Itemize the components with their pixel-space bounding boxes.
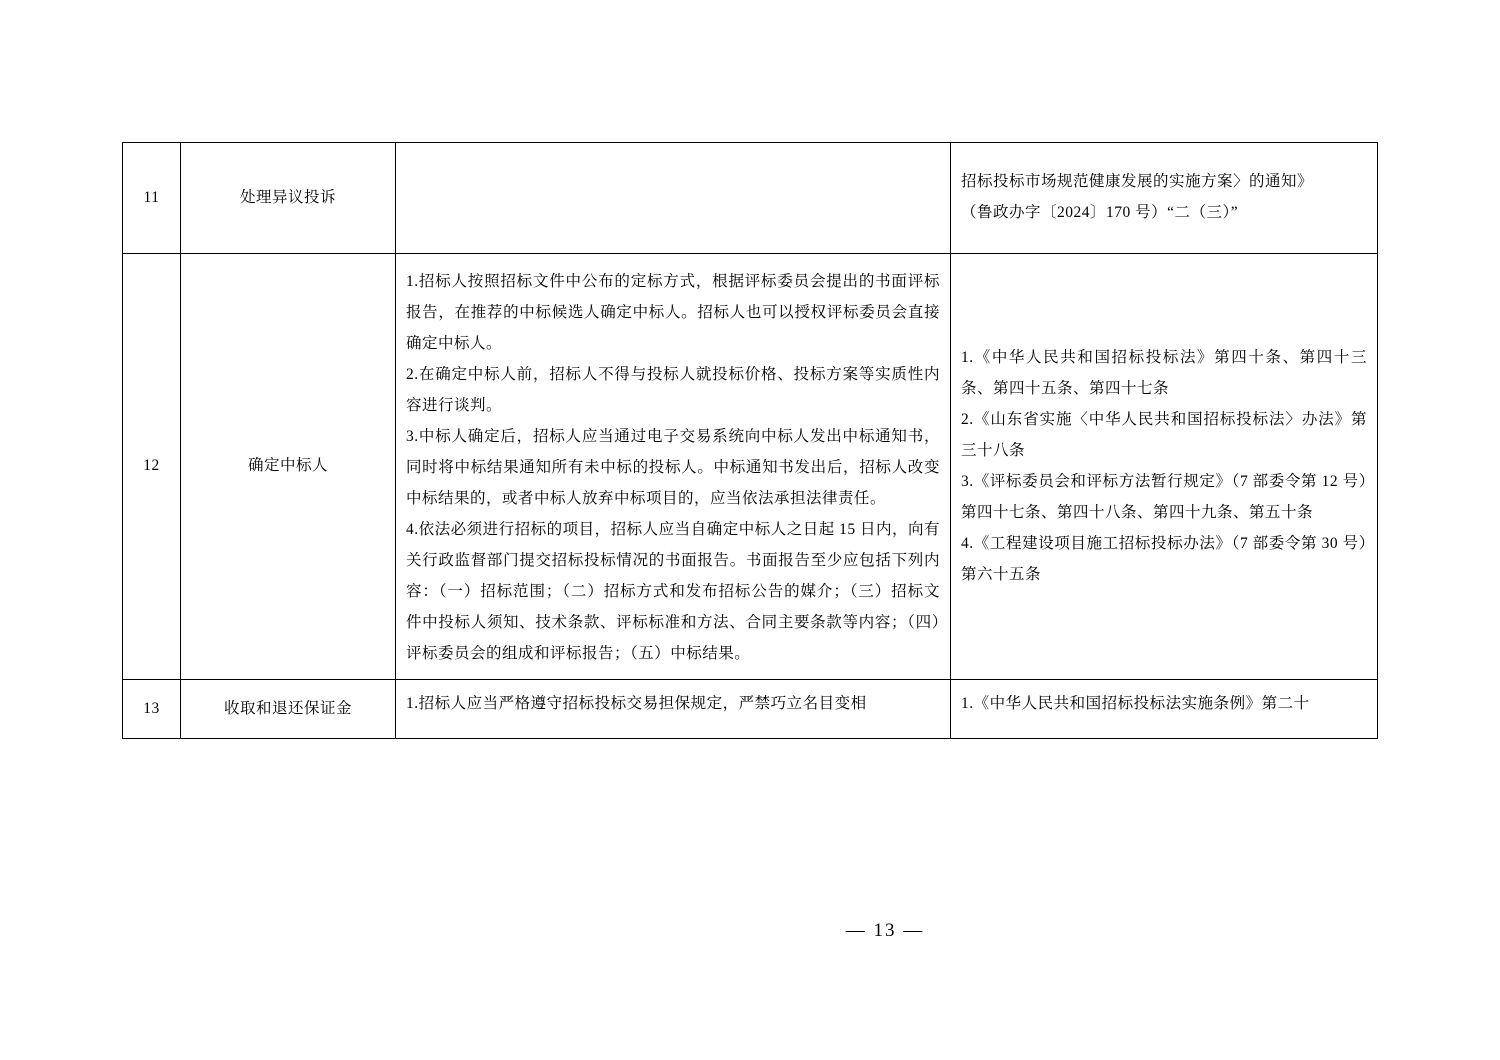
body-paragraph: 1.招标人应当严格遵守招标投标交易担保规定，严禁巧立名目变相 xyxy=(406,695,867,712)
row-index: 13 xyxy=(123,680,181,739)
table-row xyxy=(123,143,1378,254)
basis-line: 4.《工程建设项目施工招标投标办法》（7 部委令第 30 号）第六十五条 xyxy=(961,534,1367,583)
body-paragraph: 4.依法必须进行招标的项目，招标人应当自确定中标人之日起 15 日内，向有关行政监督部门提交招标投标情况的书面报告。书面报告至少应包括下列内容：（一）招标范围；（二）招标方式和发布招标公告的媒介；（三）招标文件中投标人须知、技术条款、评标标准和方法、合同主要条款等内容；（四）评标委员会的组成和评标报告；（五）中标结果。 xyxy=(406,521,940,662)
basis-line: 2.《山东省实施〈中华人民共和国招标投标法〉办法》第三十八条 xyxy=(961,410,1367,459)
row-index: 12 xyxy=(123,254,181,680)
row-name: 收取和退还保证金 xyxy=(181,680,396,739)
row-body xyxy=(396,143,951,254)
basis-line: 1.《中华人民共和国招标投标法实施条例》第二十 xyxy=(961,695,1310,712)
table-row xyxy=(123,680,1378,739)
basis-line: 3.《评标委员会和评标方法暂行规定》（7 部委令第 12 号）第四十七条、第四十八条、第四十九条、第五十条 xyxy=(961,472,1367,521)
row-basis xyxy=(951,254,1378,680)
regulation-table xyxy=(122,142,1378,739)
basis-line: （鲁政办字〔2024〕170 号）“二（三）” xyxy=(961,204,1239,221)
body-paragraph: 2.在确定中标人前，招标人不得与投标人就投标价格、投标方案等实质性内容进行谈判。 xyxy=(406,366,940,414)
page-number: — 13 — xyxy=(845,920,925,941)
row-index: 11 xyxy=(123,143,181,254)
row-name: 确定中标人 xyxy=(181,254,396,680)
body-paragraph: 3.中标人确定后，招标人应当通过电子交易系统向中标人发出中标通知书，同时将中标结果通知所有未中标的投标人。中标通知书发出后，招标人改变中标结果的，或者中标人放弃中标项目的，应当依法承担法律责任。 xyxy=(406,428,940,507)
basis-line: 1.《中华人民共和国招标投标法》第四十条、第四十三条、第四十五条、第四十七条 xyxy=(961,348,1367,397)
table-row xyxy=(123,254,1378,680)
row-basis xyxy=(951,680,1378,739)
basis-line: 招标投标市场规范健康发展的实施方案〉的通知》 xyxy=(961,173,1314,190)
row-body xyxy=(396,680,951,739)
row-body xyxy=(396,254,951,680)
body-paragraph: 1.招标人按照招标文件中公布的定标方式，根据评标委员会提出的书面评标报告，在推荐的中标候选人确定中标人。招标人也可以授权评标委员会直接确定中标人。 xyxy=(406,273,940,352)
row-name: 处理异议投诉 xyxy=(181,143,396,254)
page-footer xyxy=(0,920,1500,942)
row-basis xyxy=(951,143,1378,254)
